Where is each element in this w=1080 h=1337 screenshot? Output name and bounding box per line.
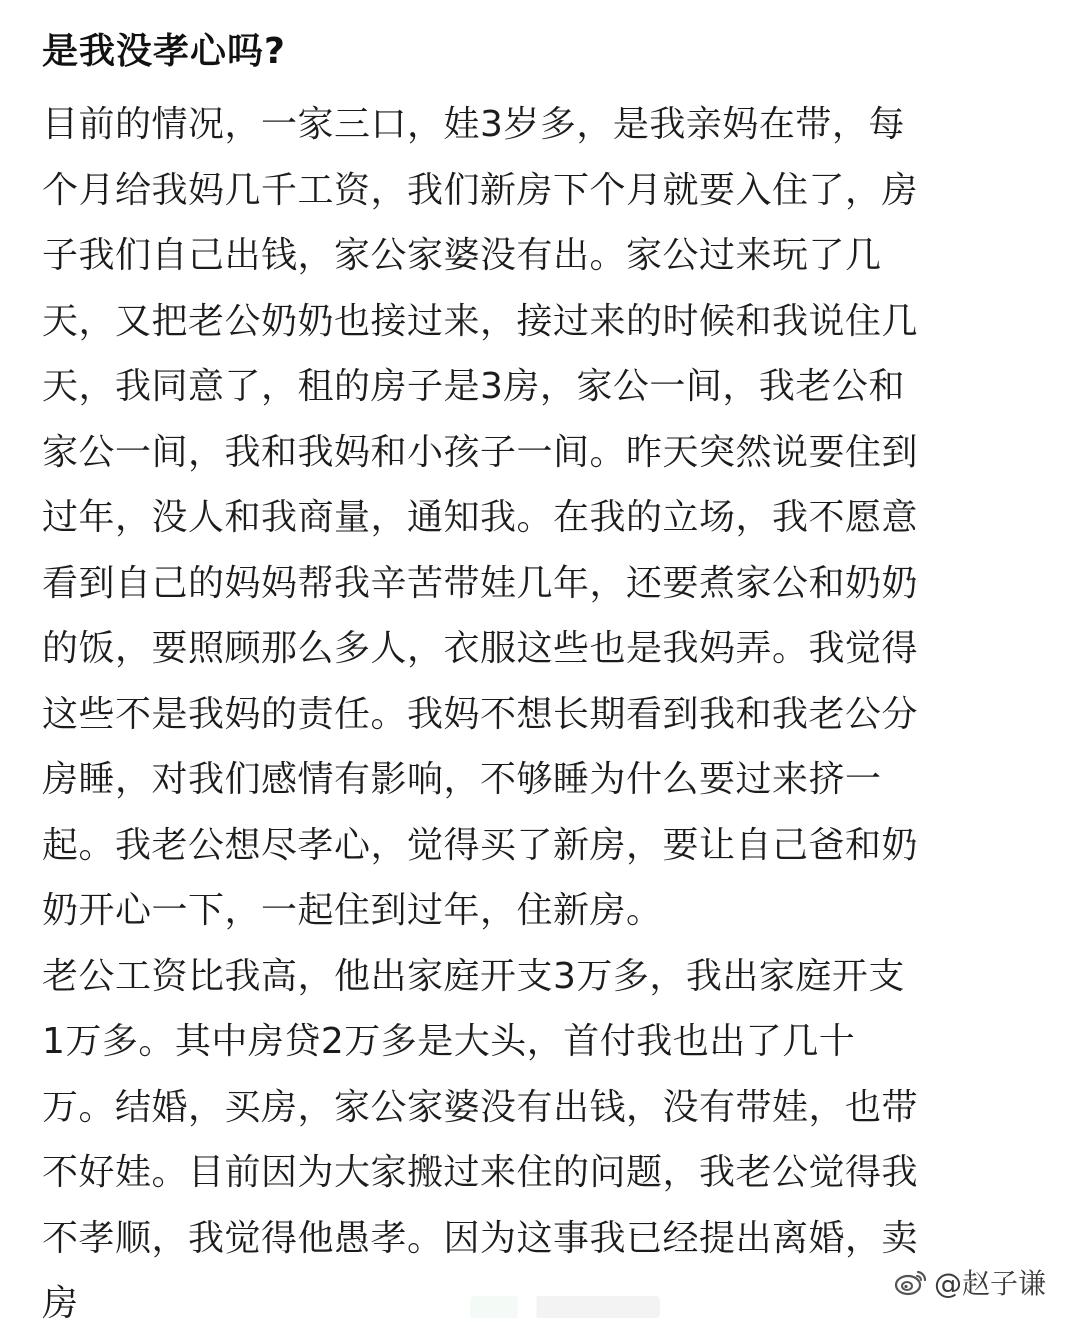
body-line: 这些不是我妈的责任。我妈不想长期看到我和我老公分	[42, 693, 919, 735]
body-line: 看到自己的妈妈帮我辛苦带娃几年，还要煮家公和奶奶	[42, 562, 919, 604]
body-line: 天，我同意了，租的房子是3房，家公一间，我老公和	[42, 366, 905, 407]
body-line: 天，又把老公奶奶也接过来，接过来的时候和我说住几	[42, 300, 919, 342]
body-line: 子我们自己出钱，家公家婆没有出。家公过来玩了几	[42, 235, 882, 276]
body-line: 过年，没人和我商量，通知我。在我的立场，我不愿意	[42, 497, 919, 538]
body-line: 奶开心一下，一起住到过年，住新房。	[42, 890, 663, 931]
body-line: 不好娃。目前因为大家搬过来住的问题，我老公觉得我	[42, 1152, 919, 1193]
body-line: 老公工资比我高，他出家庭开支3万多，我出家庭开支	[42, 955, 905, 997]
body-line: 目前的情况，一家三口，娃3岁多，是我亲妈在带，每	[42, 104, 905, 145]
body-line: 家公一间，我和我妈和小孩子一间。昨天突然说要住到	[42, 431, 919, 473]
body-line: 的饭，要照顾那么多人，衣服这些也是我妈弄。我觉得	[42, 628, 919, 669]
body-line: 万。结婚，买房，家公家婆没有出钱，没有带娃，也带	[42, 1086, 919, 1128]
watermark	[886, 1260, 1052, 1304]
body-line: 起。我老公想尽孝心，觉得买了新房，要让自己爸和奶	[42, 824, 919, 866]
post-title: 是我没孝心吗?	[42, 31, 286, 72]
body-line: 个月给我妈几千工资，我们新房下个月就要入住了，房	[42, 169, 919, 211]
post-body	[42, 92, 1038, 1337]
watermark-text: @赵子谦	[933, 1267, 1046, 1300]
body-line: 房睡，对我们感情有影响，不够睡为什么要过来挤一	[42, 759, 882, 800]
weibo-icon	[894, 1268, 928, 1296]
faded-watermark	[470, 1296, 660, 1318]
post-content	[42, 22, 1038, 1337]
body-line: 不孝顺，我觉得他愚孝。因为这事我已经提出离婚，卖	[42, 1217, 919, 1259]
body-line: 房	[42, 1283, 79, 1324]
body-line: 1万多。其中房贷2万多是大头，首付我也出了几十	[42, 1021, 856, 1062]
